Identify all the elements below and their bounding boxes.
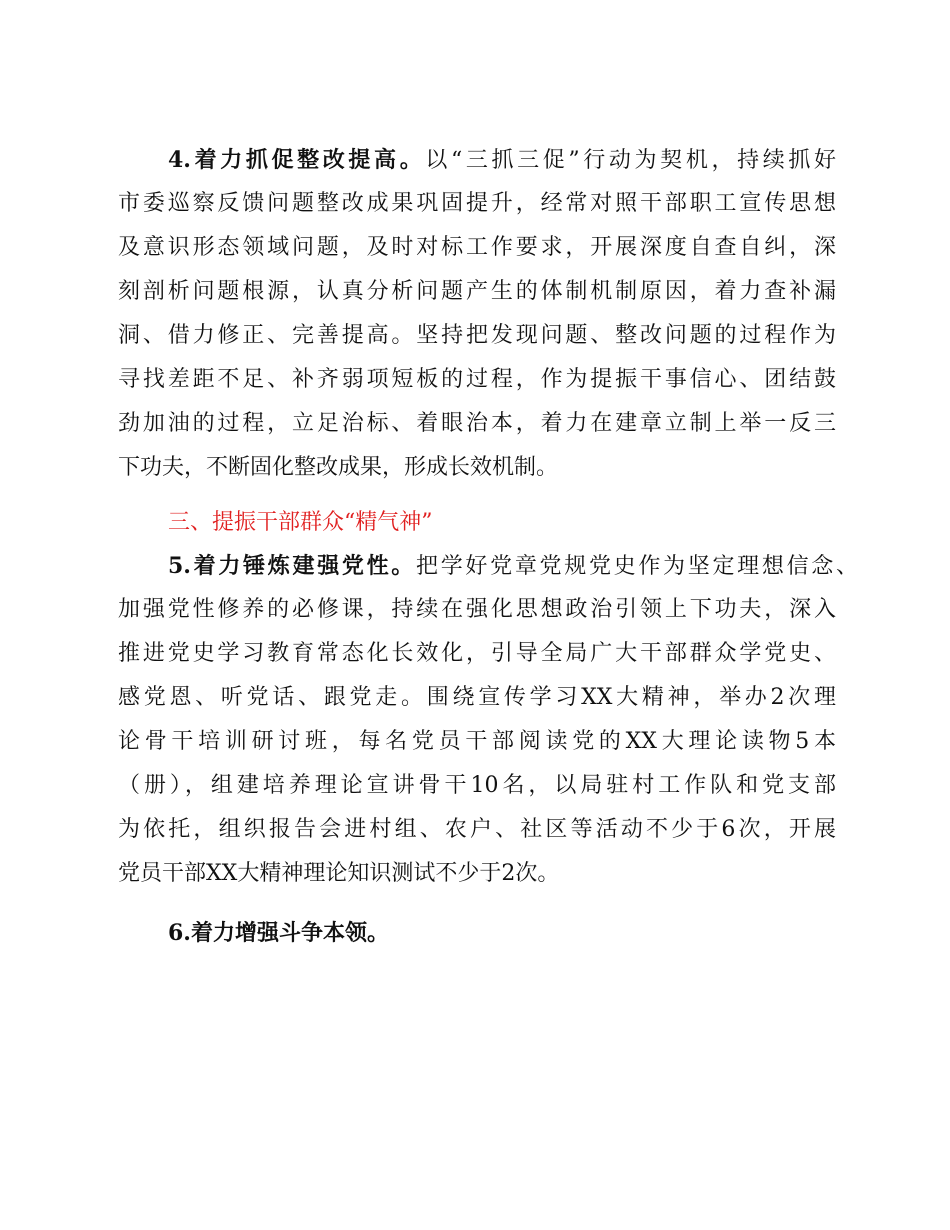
- paragraph-line: 论骨干培训研讨班，每名党员干部阅读党的XX大理论读物5本: [118, 729, 836, 754]
- paragraph-line: 劲加油的过程，立足治标、着眼治本，着力在建章立制上举一反三: [118, 411, 836, 436]
- paragraph-line: 寻找差距不足、补齐弱项短板的过程，作为提振干事信心、团结鼓: [118, 367, 836, 392]
- paragraph-line: 刻剖析问题根源，认真分析问题产生的体制机制原因，着力查补漏: [118, 279, 836, 304]
- paragraph-line: 下功夫，不断固化整改成果，形成长效机制。: [118, 455, 559, 480]
- section4-first-line: [168, 145, 836, 176]
- paragraph-line: （册），组建培养理论宣讲骨干10名，以局驻村工作队和党支部: [118, 773, 836, 798]
- section5-first-line-text: 把学好党章党规党史作为坚定理想信念、: [416, 554, 858, 579]
- paragraph-line: 洞、借力修正、完善提高。坚持把发现问题、整改问题的过程作为: [118, 323, 836, 348]
- paragraph-line: 市委巡察反馈问题整改成果巩固提升，经常对照干部职工宣传思想: [118, 191, 836, 216]
- paragraph-line: 为依托，组织报告会进村组、农户、社区等活动不少于6次，开展: [118, 817, 836, 842]
- section-heading: 三、提振干部群众“精气神”: [168, 510, 433, 535]
- section6-title: 6.着力增强斗争本领。: [168, 920, 389, 946]
- paragraph-line: 党员干部XX大精神理论知识测试不少于2次。: [118, 861, 560, 886]
- section5-first-line: [168, 551, 858, 582]
- paragraph-line: 加强党性修养的必修课，持续在强化思想政治引领上下功夫，深入: [118, 597, 836, 622]
- paragraph-line: 感党恩、听党话、跟党走。围绕宣传学习XX大精神，举办2次理: [118, 685, 836, 710]
- section5-title: 5.着力锤炼建强党性。: [168, 553, 417, 579]
- section4-first-line-text: 以“三抓三促”行动为契机，持续抓好: [425, 148, 836, 173]
- section4-title: 4.着力抓促整改提高。: [168, 147, 426, 173]
- paragraph-line: 推进党史学习教育常态化长效化，引导全局广大干部群众学党史、: [118, 641, 836, 666]
- paragraph-line: 及意识形态领域问题，及时对标工作要求，开展深度自查自纠，深: [118, 235, 836, 260]
